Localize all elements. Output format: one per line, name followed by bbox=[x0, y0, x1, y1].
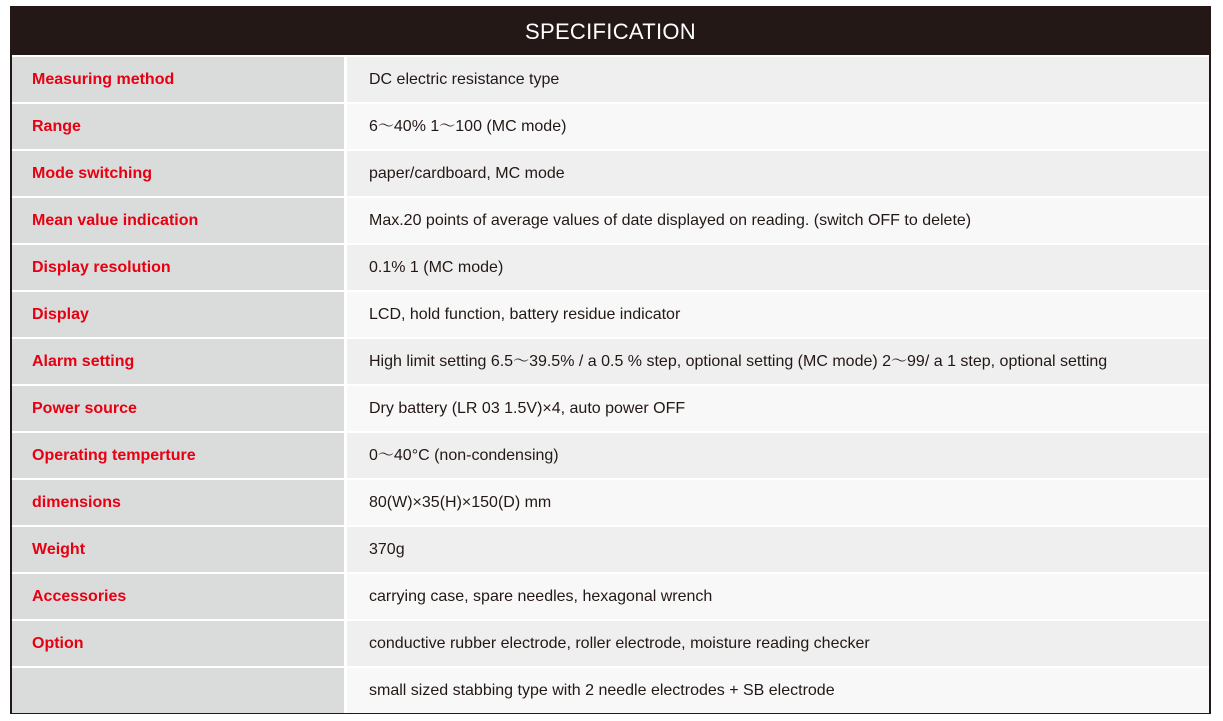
table-row bbox=[12, 621, 1209, 666]
table-row bbox=[12, 198, 1209, 243]
table-row bbox=[12, 527, 1209, 572]
row-value: small sized stabbing type with 2 needle electrodes + SB electrode bbox=[347, 668, 1209, 713]
row-label: Accessories bbox=[12, 574, 344, 619]
row-value: conductive rubber electrode, roller electrode, moisture reading checker bbox=[347, 621, 1209, 666]
row-value: 6～40% 1～100 (MC mode) bbox=[347, 104, 1209, 149]
table-row bbox=[12, 104, 1209, 149]
row-label: dimensions bbox=[12, 480, 344, 525]
table-row bbox=[12, 386, 1209, 431]
table-row bbox=[12, 292, 1209, 337]
row-label: Mode switching bbox=[12, 151, 344, 196]
row-label: Power source bbox=[12, 386, 344, 431]
row-label: Weight bbox=[12, 527, 344, 572]
table-row bbox=[12, 339, 1209, 384]
row-value: carrying case, spare needles, hexagonal wrench bbox=[347, 574, 1209, 619]
table-row bbox=[12, 433, 1209, 478]
row-value: High limit setting 6.5～39.5% / a 0.5 % step, optional setting (MC mode) 2～99/ a 1 step, optional setting bbox=[347, 339, 1209, 384]
row-label: Operating temperture bbox=[12, 433, 344, 478]
row-value: Max.20 points of average values of date displayed on reading. (switch OFF to delete) bbox=[347, 198, 1209, 243]
row-value: Dry battery (LR 03 1.5V)×4, auto power OFF bbox=[347, 386, 1209, 431]
table-title: SPECIFICATION bbox=[12, 8, 1209, 55]
row-label: Display resolution bbox=[12, 245, 344, 290]
row-value: DC electric resistance type bbox=[347, 57, 1209, 102]
table-row bbox=[12, 668, 1209, 713]
table-row bbox=[12, 574, 1209, 619]
row-label bbox=[12, 668, 344, 713]
row-label: Display bbox=[12, 292, 344, 337]
row-value: 80(W)×35(H)×150(D) mm bbox=[347, 480, 1209, 525]
row-value: paper/cardboard, MC mode bbox=[347, 151, 1209, 196]
table-row bbox=[12, 480, 1209, 525]
row-label: Mean value indication bbox=[12, 198, 344, 243]
row-value: LCD, hold function, battery residue indicator bbox=[347, 292, 1209, 337]
row-label: Option bbox=[12, 621, 344, 666]
row-label: Range bbox=[12, 104, 344, 149]
row-label: Measuring method bbox=[12, 57, 344, 102]
specification-table bbox=[10, 6, 1211, 714]
row-value: 0.1% 1 (MC mode) bbox=[347, 245, 1209, 290]
row-value: 0～40°C (non-condensing) bbox=[347, 433, 1209, 478]
table-row bbox=[12, 151, 1209, 196]
table-row bbox=[12, 57, 1209, 102]
table-row bbox=[12, 245, 1209, 290]
row-value: 370g bbox=[347, 527, 1209, 572]
row-label: Alarm setting bbox=[12, 339, 344, 384]
